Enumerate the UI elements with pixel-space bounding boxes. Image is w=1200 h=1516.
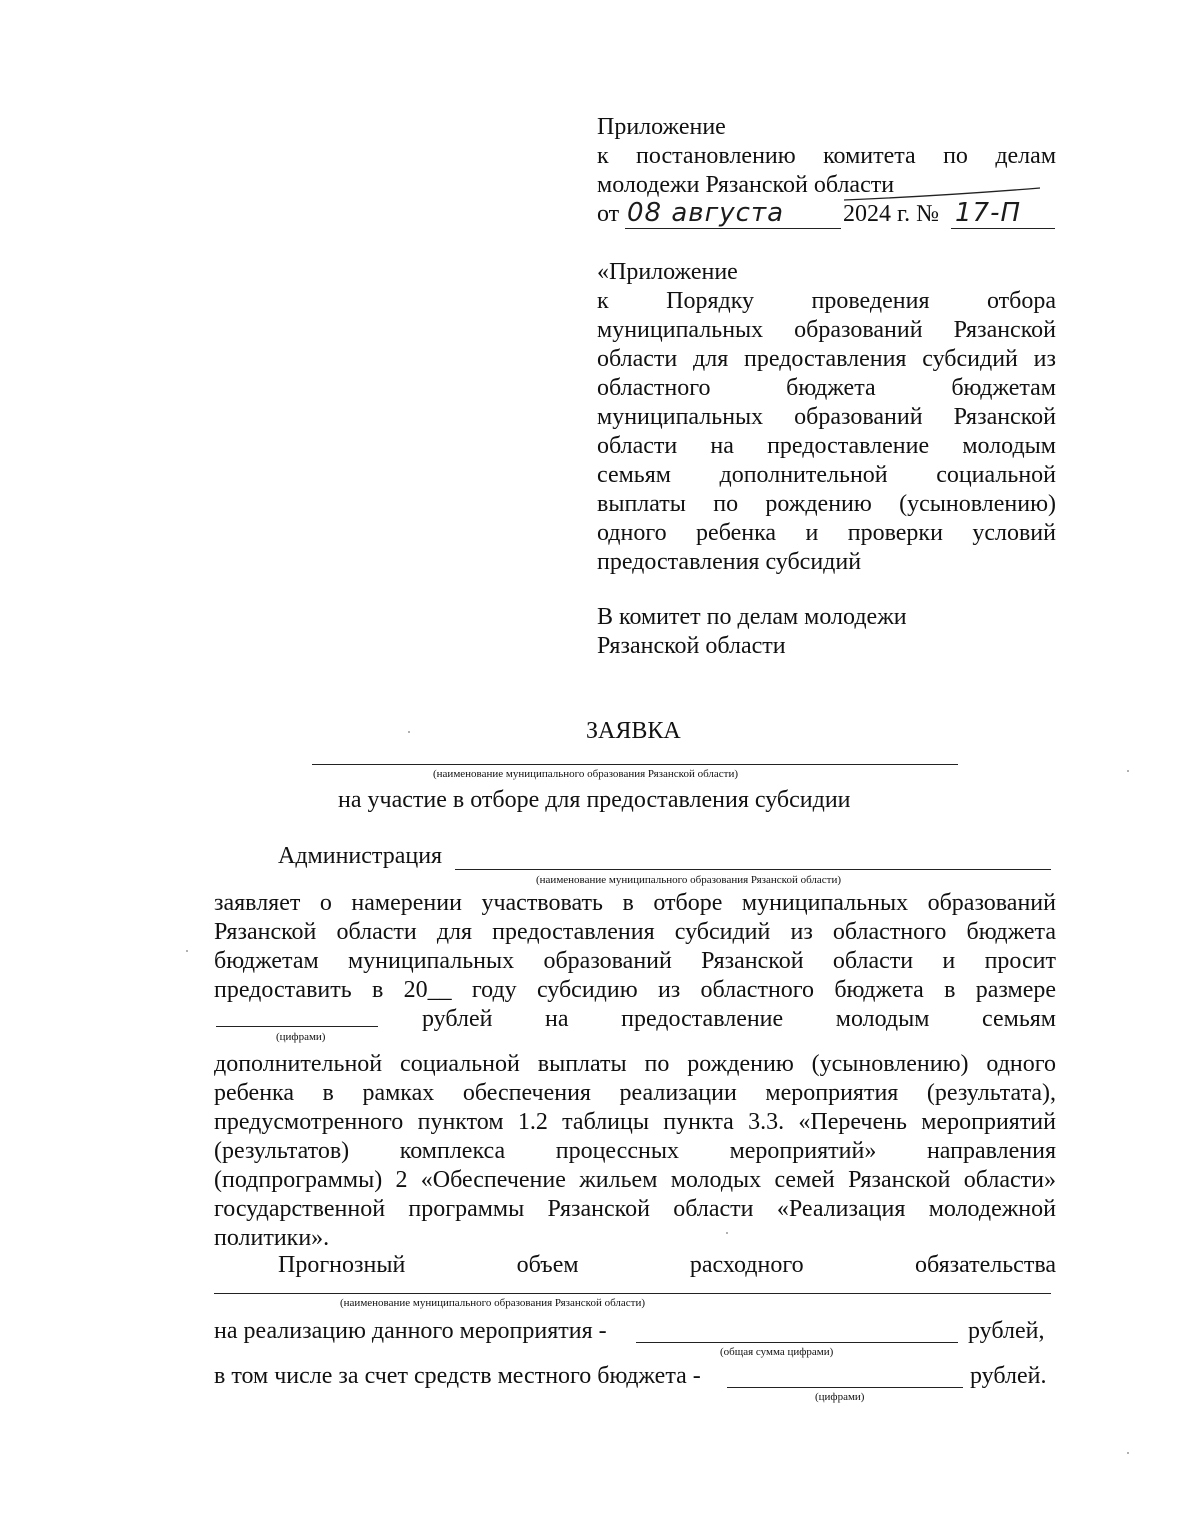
body-line: государственной программы Рязанской области «Реализация молодежной xyxy=(214,1196,1056,1222)
local-amount-line xyxy=(727,1387,963,1388)
appendix-line: муниципальных образований Рязанской xyxy=(597,404,1056,430)
body-line: заявляет о намерении участвовать в отборе муниципальных образований xyxy=(214,890,1056,916)
local-label: в том числе за счет средств местного бюджета - xyxy=(214,1363,701,1389)
scan-speck xyxy=(726,1232,728,1234)
appendix-line: области на предоставление молодым xyxy=(597,433,1056,459)
appendix-line-last: предоставления субсидий xyxy=(597,549,862,575)
body-line: предоставить в 20__ году субсидию из областного бюджета в размере xyxy=(214,977,1056,1003)
body-line: (результатов) комплекса процессных мероприятий» направления xyxy=(214,1138,1056,1164)
date-underline xyxy=(625,228,841,229)
appendix-line: семьям дополнительной социальной xyxy=(597,462,1056,488)
form-title: ЗАЯВКА xyxy=(586,718,681,744)
handwritten-date: 08 августа xyxy=(627,198,785,228)
appendix-title: «Приложение xyxy=(597,259,738,285)
scan-speck xyxy=(1127,770,1129,772)
scan-speck xyxy=(1127,1452,1129,1454)
appendix-body xyxy=(597,287,1056,577)
body-line: дополнительной социальной выплаты по рождению (усыновлению) одного xyxy=(214,1051,1056,1077)
year-and-number-label: 2024 г. № xyxy=(843,201,940,227)
body-line-last: политики». xyxy=(214,1225,330,1251)
body-line: бюджетам муниципальных образований Рязанской области и просит xyxy=(214,948,1056,974)
appendix-line: выплаты по рождению (усыновлению) xyxy=(597,491,1056,517)
addressee-line-1: В комитет по делам молодежи xyxy=(597,604,907,630)
municipality-name-hint: (наименование муниципального образования Рязанской области) xyxy=(433,768,739,780)
body-line: ребенка в рамках обеспечения реализации мероприятия (результата), xyxy=(214,1080,1056,1106)
admin-name-line xyxy=(455,869,1051,870)
header-committee-line: молодежи Рязанской области xyxy=(597,172,895,198)
total-amount-line xyxy=(636,1342,958,1343)
amount-blank-line xyxy=(216,1026,378,1027)
number-underline xyxy=(951,228,1055,229)
header-date-row xyxy=(597,198,1057,232)
forecast-name-line xyxy=(214,1293,1051,1294)
total-label: на реализацию данного мероприятия - xyxy=(214,1318,607,1344)
local-unit: рублей. xyxy=(970,1363,1047,1389)
local-hint: (цифрами) xyxy=(815,1391,865,1403)
body-paragraph-2 xyxy=(214,1050,1056,1253)
body-line: предусмотренного пунктом 1.2 таблицы пункта 3.3. «Перечень мероприятий xyxy=(214,1109,1056,1135)
amount-text: рублей на предоставление молодым семьям xyxy=(422,1006,1056,1032)
municipality-name-line xyxy=(312,764,958,765)
addressee-line-2: Рязанской области xyxy=(597,633,786,659)
forecast-text: Прогнозный объем расходного обязательства xyxy=(278,1252,1056,1278)
total-hint: (общая сумма цифрами) xyxy=(720,1346,834,1358)
admin-label: Администрация xyxy=(278,843,443,869)
forecast-name-hint: (наименование муниципального образования Рязанской области) xyxy=(340,1297,646,1309)
scan-speck xyxy=(408,731,410,733)
body-line: (подпрограммы) 2 «Обеспечение жильем молодых семей Рязанской области» xyxy=(214,1167,1056,1193)
scan-speck xyxy=(186,950,188,952)
header-resolution-line: к постановлению комитета по делам xyxy=(597,143,1056,169)
amount-hint: (цифрами) xyxy=(276,1031,326,1043)
appendix-line: к Порядку проведения отбора xyxy=(597,288,1056,314)
admin-name-hint: (наименование муниципального образования Рязанской области) xyxy=(536,874,842,886)
date-prefix: от xyxy=(597,201,620,227)
body-paragraph-1 xyxy=(214,889,1056,1005)
appendix-line: областного бюджета бюджетам xyxy=(597,375,1056,401)
form-subtitle: на участие в отборе для предоставления субсидии xyxy=(338,787,851,813)
appendix-line: муниципальных образований Рязанской xyxy=(597,317,1056,343)
appendix-line: области для предоставления субсидий из xyxy=(597,346,1056,372)
total-unit: рублей, xyxy=(968,1318,1045,1344)
body-line: Рязанской области для предоставления субсидий из областного бюджета xyxy=(214,919,1056,945)
appendix-line: одного ребенка и проверки условий xyxy=(597,520,1056,546)
handwritten-number: 17-П xyxy=(955,198,1022,228)
header-appendix-label: Приложение xyxy=(597,114,726,140)
